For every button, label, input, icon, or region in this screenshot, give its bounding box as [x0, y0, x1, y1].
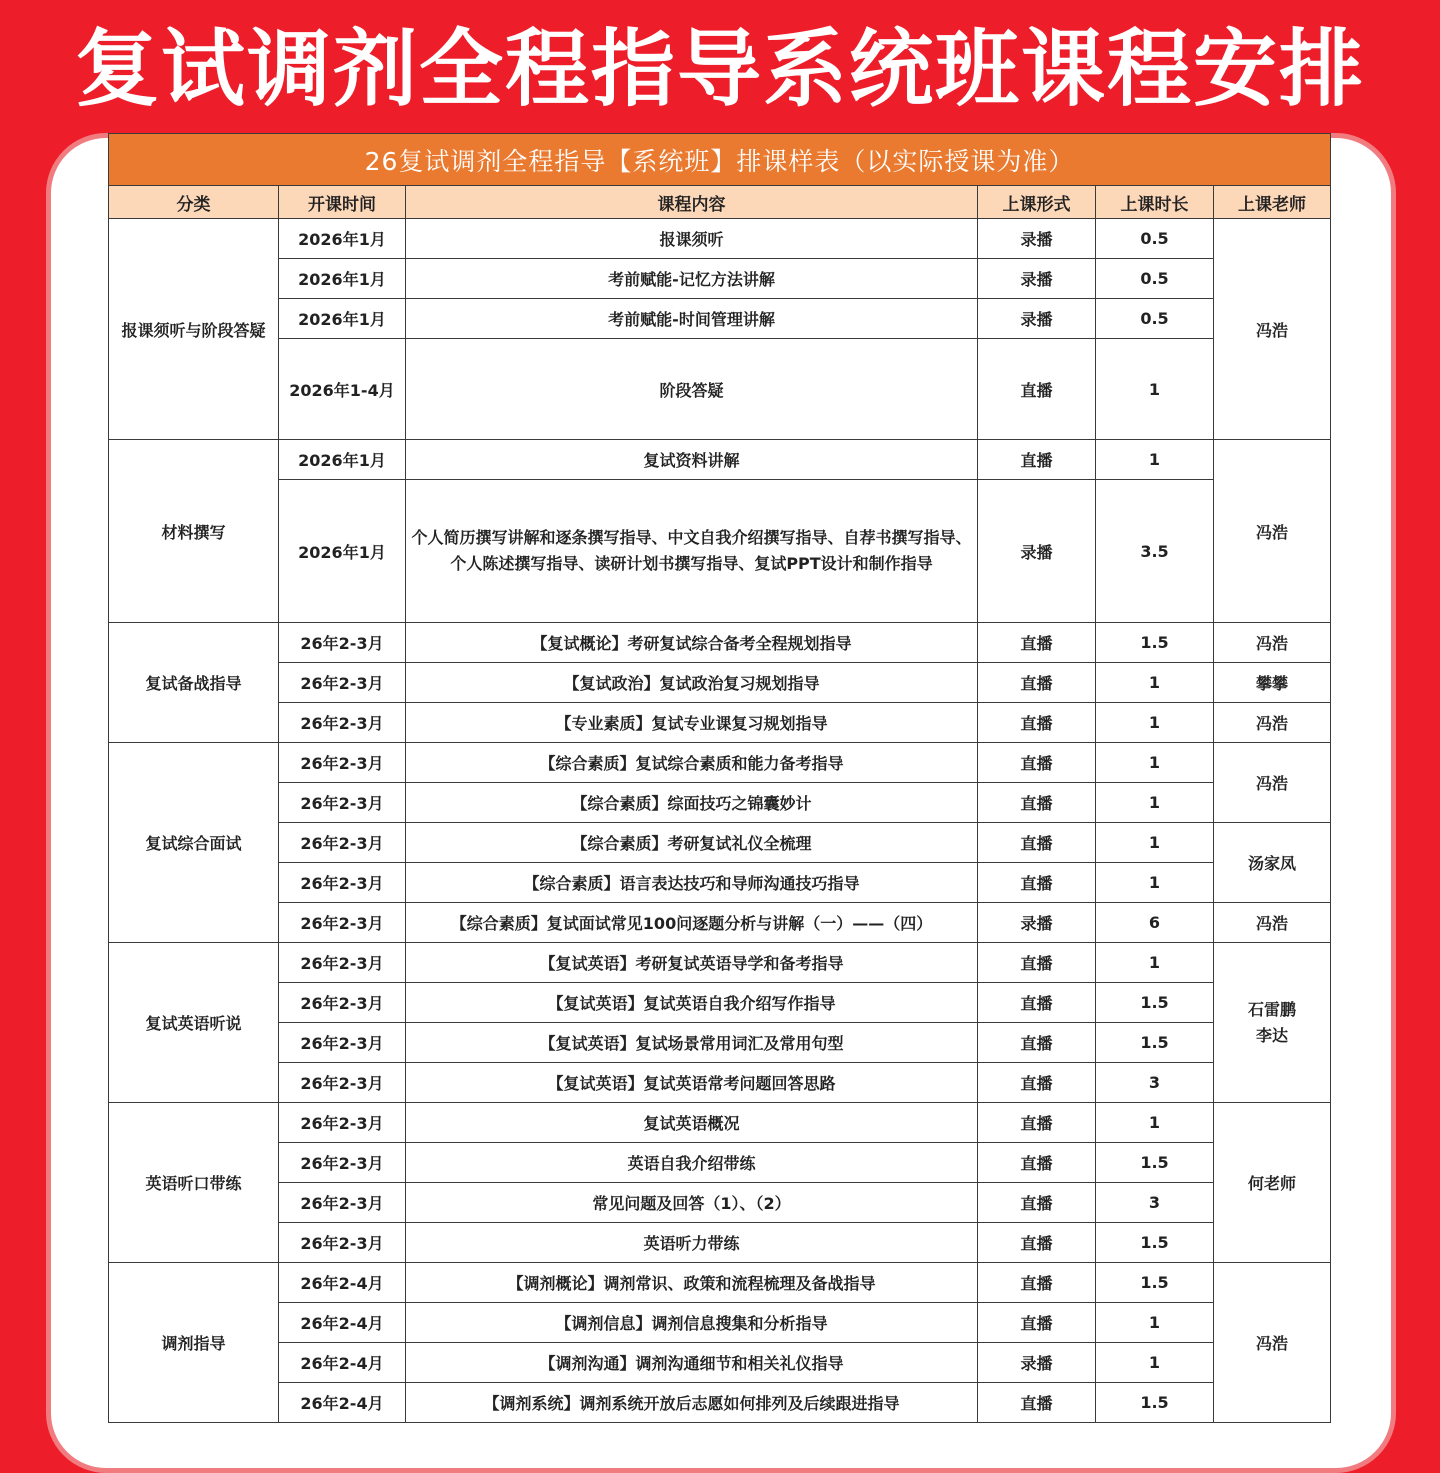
duration-cell: 1	[1096, 339, 1214, 440]
duration-cell: 1	[1096, 1303, 1214, 1343]
time-cell: 26年2-3月	[279, 1063, 406, 1103]
time-cell: 26年2-4月	[279, 1343, 406, 1383]
duration-cell: 1.5	[1096, 623, 1214, 663]
time-cell: 26年2-3月	[279, 823, 406, 863]
duration-cell: 1	[1096, 1103, 1214, 1143]
content-cell: 【综合素质】考研复试礼仪全梳理	[406, 823, 978, 863]
format-cell: 录播	[978, 480, 1096, 623]
duration-cell: 1	[1096, 943, 1214, 983]
time-cell: 26年2-3月	[279, 783, 406, 823]
format-cell: 直播	[978, 1023, 1096, 1063]
format-cell: 直播	[978, 863, 1096, 903]
table-row	[109, 703, 1331, 743]
header-duration: 上课时长	[1096, 186, 1214, 219]
header-teacher: 上课老师	[1214, 186, 1331, 219]
time-cell: 2026年1月	[279, 299, 406, 339]
format-cell: 直播	[978, 1183, 1096, 1223]
format-cell: 直播	[978, 1143, 1096, 1183]
content-cell: 复试资料讲解	[406, 440, 978, 480]
table-banner: 26复试调剂全程指导【系统班】排课样表（以实际授课为准）	[109, 134, 1331, 186]
table-row	[109, 823, 1331, 863]
format-cell: 直播	[978, 1063, 1096, 1103]
table-row	[109, 663, 1331, 703]
time-cell: 26年2-3月	[279, 623, 406, 663]
content-cell: 常见问题及回答（1）、（2）	[406, 1183, 978, 1223]
schedule-table	[108, 133, 1331, 1423]
content-cell: 【综合素质】复试面试常见100问逐题分析与讲解（一）——（四）	[406, 903, 978, 943]
content-cell: 【调剂沟通】调剂沟通细节和相关礼仪指导	[406, 1343, 978, 1383]
teacher-name: 石雷鹏	[1248, 999, 1297, 1019]
table-row	[109, 259, 1331, 299]
time-cell: 2026年1月	[279, 480, 406, 623]
table-row	[109, 299, 1331, 339]
teacher-cell: 冯浩	[1214, 440, 1331, 623]
table-row	[109, 943, 1331, 983]
content-cell: 【复试英语】复试英语常考问题回答思路	[406, 1063, 978, 1103]
format-cell: 直播	[978, 440, 1096, 480]
format-cell: 录播	[978, 903, 1096, 943]
table-row	[109, 1183, 1331, 1223]
content-cell: 【复试政治】复试政治复习规划指导	[406, 663, 978, 703]
format-cell: 直播	[978, 1223, 1096, 1263]
time-cell: 26年2-3月	[279, 863, 406, 903]
time-cell: 26年2-4月	[279, 1303, 406, 1343]
format-cell: 直播	[978, 663, 1096, 703]
duration-cell: 0.5	[1096, 299, 1214, 339]
table-row	[109, 440, 1331, 480]
format-cell: 直播	[978, 823, 1096, 863]
time-cell: 2026年1月	[279, 440, 406, 480]
duration-cell: 0.5	[1096, 259, 1214, 299]
time-cell: 26年2-3月	[279, 1103, 406, 1143]
category-cell: 复试英语听说	[109, 943, 279, 1103]
table-header-row	[109, 186, 1331, 219]
content-cell: 【综合素质】语言表达技巧和导师沟通技巧指导	[406, 863, 978, 903]
category-cell: 调剂指导	[109, 1263, 279, 1423]
teacher-cell: 冯浩	[1214, 903, 1331, 943]
content-cell: 【调剂概论】调剂常识、政策和流程梳理及备战指导	[406, 1263, 978, 1303]
table-row	[109, 903, 1331, 943]
duration-cell: 1.5	[1096, 983, 1214, 1023]
content-cell: 【专业素质】复试专业课复习规划指导	[406, 703, 978, 743]
content-cell: 【综合素质】综面技巧之锦囊妙计	[406, 783, 978, 823]
content-cell: 考前赋能-记忆方法讲解	[406, 259, 978, 299]
format-cell: 直播	[978, 1383, 1096, 1423]
table-row	[109, 1383, 1331, 1423]
duration-cell: 3.5	[1096, 480, 1214, 623]
content-cell: 【复试英语】复试英语自我介绍写作指导	[406, 983, 978, 1023]
header-content: 课程内容	[406, 186, 978, 219]
header-category: 分类	[109, 186, 279, 219]
duration-cell: 1	[1096, 783, 1214, 823]
duration-cell: 0.5	[1096, 219, 1214, 259]
format-cell: 录播	[978, 299, 1096, 339]
teacher-cell: 冯浩	[1214, 743, 1331, 823]
duration-cell: 1.5	[1096, 1223, 1214, 1263]
header-time: 开课时间	[279, 186, 406, 219]
category-cell: 材料撰写	[109, 440, 279, 623]
content-cell: 考前赋能-时间管理讲解	[406, 299, 978, 339]
teacher-cell: 攀攀	[1214, 663, 1331, 703]
table-row	[109, 1023, 1331, 1063]
format-cell: 直播	[978, 623, 1096, 663]
table-row	[109, 1223, 1331, 1263]
duration-cell: 1	[1096, 743, 1214, 783]
time-cell: 2026年1月	[279, 219, 406, 259]
format-cell: 录播	[978, 219, 1096, 259]
format-cell: 录播	[978, 259, 1096, 299]
duration-cell: 1	[1096, 703, 1214, 743]
table-row	[109, 623, 1331, 663]
teacher-cell: 汤家凤	[1214, 823, 1331, 903]
table-row	[109, 1063, 1331, 1103]
table-row	[109, 1143, 1331, 1183]
teacher-name: 李达	[1256, 1025, 1289, 1045]
teacher-cell: 冯浩	[1214, 1263, 1331, 1423]
category-cell: 报课须听与阶段答疑	[109, 219, 279, 440]
time-cell: 26年2-3月	[279, 943, 406, 983]
table-row	[109, 863, 1331, 903]
duration-cell: 3	[1096, 1183, 1214, 1223]
content-cell: 英语自我介绍带练	[406, 1143, 978, 1183]
time-cell: 26年2-3月	[279, 1143, 406, 1183]
duration-cell: 1.5	[1096, 1383, 1214, 1423]
content-cell: 【复试概论】考研复试综合备考全程规划指导	[406, 623, 978, 663]
duration-cell: 1.5	[1096, 1143, 1214, 1183]
content-cell: 【综合素质】复试综合素质和能力备考指导	[406, 743, 978, 783]
teacher-cell: 冯浩	[1214, 219, 1331, 440]
duration-cell: 1	[1096, 863, 1214, 903]
format-cell: 直播	[978, 783, 1096, 823]
table-row	[109, 1103, 1331, 1143]
time-cell: 2026年1月	[279, 259, 406, 299]
table-row	[109, 783, 1331, 823]
time-cell: 26年2-3月	[279, 1023, 406, 1063]
teacher-cell: 冯浩	[1214, 703, 1331, 743]
table-row	[109, 1263, 1331, 1303]
time-cell: 26年2-3月	[279, 903, 406, 943]
duration-cell: 3	[1096, 1063, 1214, 1103]
duration-cell: 1	[1096, 440, 1214, 480]
time-cell: 26年2-3月	[279, 1183, 406, 1223]
format-cell: 直播	[978, 1303, 1096, 1343]
content-cell: 复试英语概况	[406, 1103, 978, 1143]
duration-cell: 1	[1096, 1343, 1214, 1383]
table-row	[109, 1303, 1331, 1343]
duration-cell: 6	[1096, 903, 1214, 943]
format-cell: 直播	[978, 983, 1096, 1023]
content-cell: 【复试英语】考研复试英语导学和备考指导	[406, 943, 978, 983]
content-cell: 个人简历撰写讲解和逐条撰写指导、中文自我介绍撰写指导、自荐书撰写指导、个人陈述撰写指导、读研计划书撰写指导、复试PPT设计和制作指导	[406, 480, 978, 623]
time-cell: 26年2-4月	[279, 1263, 406, 1303]
time-cell: 2026年1-4月	[279, 339, 406, 440]
time-cell: 26年2-3月	[279, 743, 406, 783]
format-cell: 直播	[978, 703, 1096, 743]
teacher-cell: 何老师	[1214, 1103, 1331, 1263]
duration-cell: 1.5	[1096, 1023, 1214, 1063]
category-cell: 复试综合面试	[109, 743, 279, 943]
table-row	[109, 480, 1331, 623]
teacher-cell: 冯浩	[1214, 623, 1331, 663]
time-cell: 26年2-3月	[279, 703, 406, 743]
category-cell: 英语听口带练	[109, 1103, 279, 1263]
duration-cell: 1.5	[1096, 1263, 1214, 1303]
duration-cell: 1	[1096, 663, 1214, 703]
header-format: 上课形式	[978, 186, 1096, 219]
duration-cell: 1	[1096, 823, 1214, 863]
time-cell: 26年2-4月	[279, 1383, 406, 1423]
content-cell: 【调剂信息】调剂信息搜集和分析指导	[406, 1303, 978, 1343]
time-cell: 26年2-3月	[279, 983, 406, 1023]
format-cell: 直播	[978, 1263, 1096, 1303]
time-cell: 26年2-3月	[279, 1223, 406, 1263]
format-cell: 直播	[978, 339, 1096, 440]
table-row	[109, 339, 1331, 440]
format-cell: 直播	[978, 743, 1096, 783]
content-cell: 英语听力带练	[406, 1223, 978, 1263]
content-cell: 【调剂系统】调剂系统开放后志愿如何排列及后续跟进指导	[406, 1383, 978, 1423]
format-cell: 直播	[978, 943, 1096, 983]
table-row	[109, 219, 1331, 259]
table-row	[109, 743, 1331, 783]
page-title: 复试调剂全程指导系统班课程安排	[74, 20, 1365, 118]
content-cell: 报课须听	[406, 219, 978, 259]
format-cell: 直播	[978, 1103, 1096, 1143]
time-cell: 26年2-3月	[279, 663, 406, 703]
table-row	[109, 1343, 1331, 1383]
table-banner-row	[109, 134, 1331, 186]
teacher-cell	[1214, 943, 1331, 1103]
content-cell: 阶段答疑	[406, 339, 978, 440]
format-cell: 录播	[978, 1343, 1096, 1383]
table-row	[109, 983, 1331, 1023]
content-cell: 【复试英语】复试场景常用词汇及常用句型	[406, 1023, 978, 1063]
category-cell: 复试备战指导	[109, 623, 279, 743]
